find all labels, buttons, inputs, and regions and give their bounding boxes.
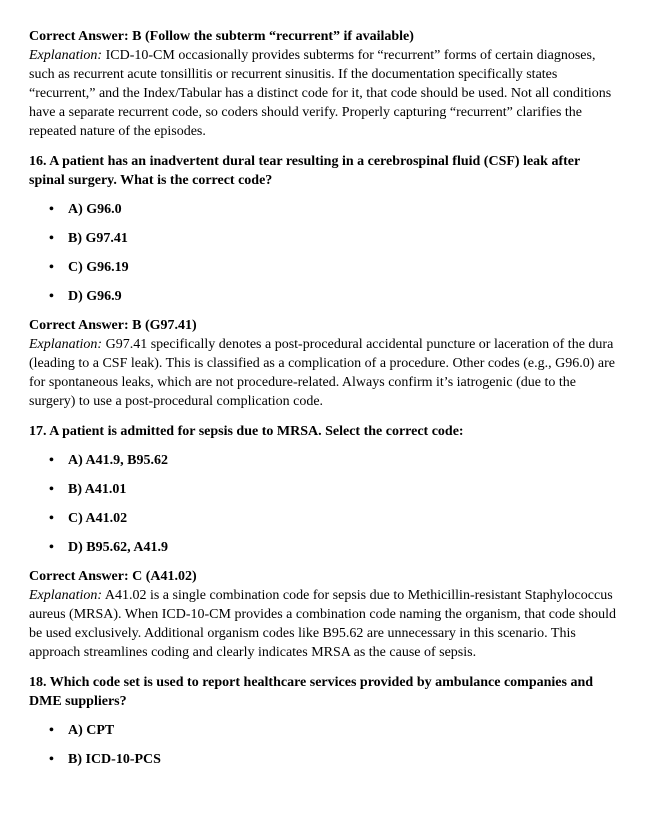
leading-answer-block [29, 27, 616, 141]
option-item [29, 451, 616, 470]
question-text: A patient is admitted for sepsis due to MRSA. Select the correct code: [49, 424, 464, 439]
option-label: C) A41.02 [68, 511, 128, 526]
option-item [29, 538, 616, 557]
option-label: A) G96.0 [68, 202, 122, 217]
option-item [29, 200, 616, 219]
bullet-icon: • [49, 202, 54, 217]
bullet-icon: • [49, 231, 54, 246]
question-number: 16. [29, 154, 47, 169]
question-17-heading [29, 422, 616, 441]
option-label: B) ICD-10-PCS [68, 752, 161, 767]
question-18-heading [29, 673, 616, 711]
bullet-icon: • [49, 511, 54, 526]
explanation-text: A41.02 is a single combination code for sepsis due to Methicillin-resistant Staphylococcus aureus (MRSA). When ICD-10-CM provides a combination code naming the organism, that code should be used exclusively. Additional organism codes like B95.62 are unnecessary in this scenario. This approach streamlines coding and clearly indicates MRSA as the cause of sepsis. [29, 588, 616, 660]
option-label: A) A41.9, B95.62 [68, 453, 168, 468]
question-number: 17. [29, 424, 47, 439]
bullet-icon: • [49, 752, 54, 767]
option-label: B) G97.41 [68, 231, 128, 246]
explanation-label: Explanation: [29, 337, 103, 352]
option-item [29, 229, 616, 248]
option-item [29, 750, 616, 769]
correct-answer-heading: Correct Answer: B (G97.41) [29, 318, 197, 333]
question-16-heading [29, 152, 616, 190]
option-label: A) CPT [68, 723, 115, 738]
explanation-label: Explanation: [29, 588, 103, 603]
option-item [29, 721, 616, 740]
question-number: 18. [29, 675, 47, 690]
question-18-options [29, 721, 616, 769]
question-17-answer-block [29, 567, 616, 662]
bullet-icon: • [49, 482, 54, 497]
bullet-icon: • [49, 723, 54, 738]
explanation-text: ICD-10-CM occasionally provides subterms for “recurrent” forms of certain diagnoses, such as recurrent acute tonsillitis or recurrent sinusitis. If the documentation specifically states “recurrent,” and the Index/Tabular has a distinct code for it, that code should be used. Not all conditions have a separate recurrent code, so coders should verify. Properly capturing “recurrent” clarifies the repeated nature of the episodes. [29, 48, 612, 139]
explanation-text: G97.41 specifically denotes a post-procedural accidental puncture or laceration of the dura (leading to a CSF leak). This is classified as a complication of a procedure. Other codes (e.g., G96.0) are for spontaneous leaks, which are not procedure-related. Always confirm it’s iatrogenic (due to the surgery) to use a post-procedural complication code. [29, 337, 616, 409]
explanation-label: Explanation: [29, 48, 103, 63]
option-item [29, 258, 616, 277]
option-label: C) G96.19 [68, 260, 129, 275]
option-item [29, 287, 616, 306]
option-label: B) A41.01 [68, 482, 127, 497]
bullet-icon: • [49, 289, 54, 304]
option-item [29, 480, 616, 499]
question-text: A patient has an inadvertent dural tear resulting in a cerebrospinal fluid (CSF) leak after spinal surgery. What is the correct code? [29, 154, 580, 188]
option-item [29, 509, 616, 528]
option-label: D) B95.62, A41.9 [68, 540, 168, 555]
correct-answer-heading: Correct Answer: C (A41.02) [29, 569, 197, 584]
question-17-options [29, 451, 616, 557]
correct-answer-heading: Correct Answer: B (Follow the subterm “recurrent” if available) [29, 29, 414, 44]
bullet-icon: • [49, 453, 54, 468]
bullet-icon: • [49, 540, 54, 555]
question-16-answer-block [29, 316, 616, 411]
question-16-options [29, 200, 616, 306]
question-text: Which code set is used to report healthcare services provided by ambulance companies and DME suppliers? [29, 675, 594, 709]
option-label: D) G96.9 [68, 289, 122, 304]
bullet-icon: • [49, 260, 54, 275]
